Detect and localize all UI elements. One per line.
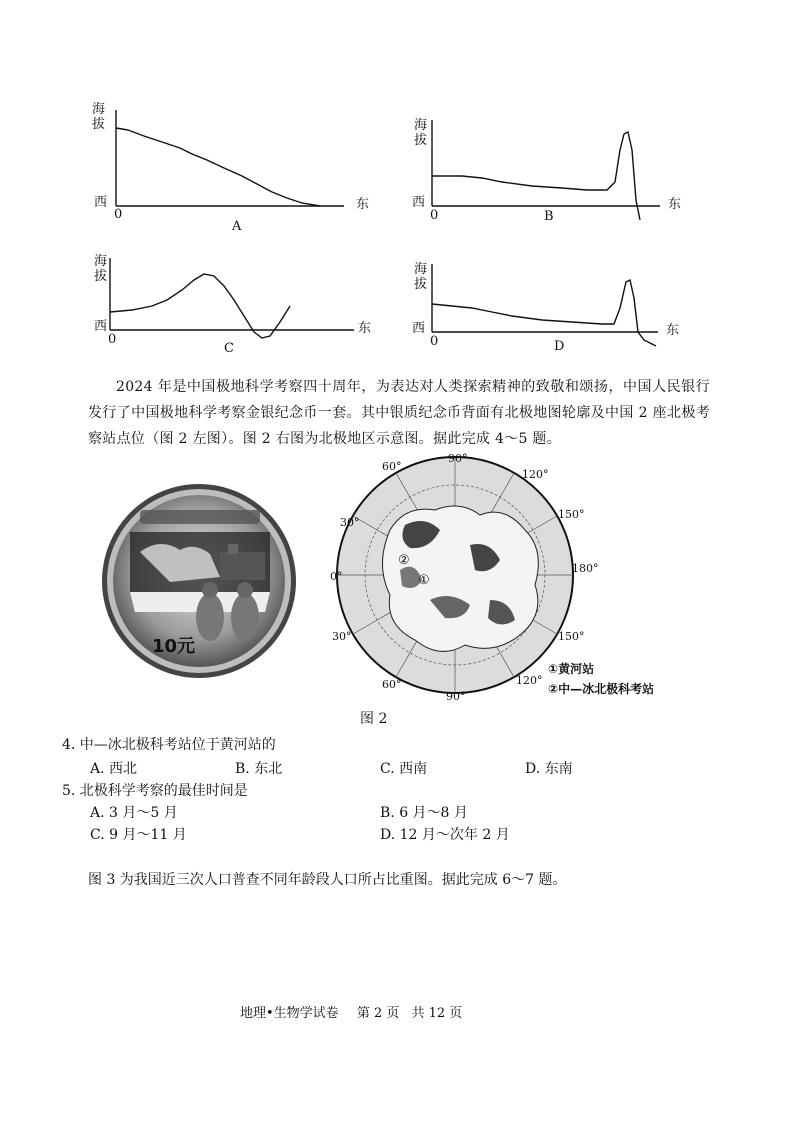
intro-paragraph: 2024 年是中国极地科学考察四十周年，为表达对人类探索精神的致敬和颂扬，中国人民银行发行了中国极地科学考察金银纪念币一套。其中银质纪念币背面有北极地图轮廓及中国 2 座北极考察站点位（图 2 左图）。图 2 右图为北极地区示意图。据此完成 4～5 题。 [88,379,710,447]
profile-d-west: 西 [412,321,426,336]
profile-d-east: 东 [666,323,680,338]
question-4-option-b[interactable]: B. 东北 [235,761,283,777]
map-lon-label: 30° [340,516,360,529]
map-lon-label: 60° [382,678,402,691]
profile-a-ylabel: 海拔 [92,102,106,132]
map-lon-label: 90° [448,452,468,465]
profile-chart-d [412,258,694,363]
map-lon-label: 90° [446,690,466,703]
footer-total: 共 12 页 [411,1006,463,1021]
station-marker-2: ② [398,553,410,568]
arctic-region-map [330,450,675,705]
figure-3-intro: 图 3 为我国近三次人口普查不同年龄段人口所占比重图。据此完成 6～7 题。 [88,872,567,888]
map-lon-label: 120° [522,468,549,481]
commemorative-coin-image [100,482,298,680]
profile-b-ylabel: 海拔 [414,118,428,148]
profile-chart-c [92,250,382,365]
question-5-stem: 5. 北极科学考察的最佳时间是 [62,783,248,799]
profile-c-east: 东 [358,321,372,336]
figure-caption: 图 2 [360,711,388,727]
map-legend-item: ②中—冰北极科考站 [548,682,655,696]
profile-c-zero: 0 [108,332,117,347]
question-5-option-d[interactable]: D. 12 月～次年 2 月 [380,827,510,843]
profile-chart-b [412,110,694,240]
question-5-option-c[interactable]: C. 9 月～11 月 [90,827,187,843]
profile-a-zero: 0 [114,207,123,222]
page-footer [240,1002,462,1021]
question-4-option-c[interactable]: C. 西南 [380,761,428,777]
question-5-option-a[interactable]: A. 3 月～5 月 [90,805,178,821]
footer-page: 第 2 页 [356,1006,400,1021]
station-marker-1: ① [418,573,430,588]
profile-b-zero: 0 [430,208,439,223]
profile-chart-a [92,100,372,240]
profile-c-west: 西 [94,319,108,334]
map-lon-label: 150° [558,630,585,643]
profile-b-letter: B [544,209,554,224]
profile-a-letter: A [232,219,242,234]
profile-c-ylabel: 海拔 [94,254,108,284]
profile-b-east: 东 [668,197,682,212]
map-legend-item: ①黄河站 [548,662,595,676]
footer-subject: 地理•生物学试卷 [240,1006,339,1021]
map-lon-label: 150° [558,508,585,521]
profile-d-letter: D [554,339,565,354]
map-lon-label: 0° [330,570,343,583]
map-lon-label: 180° [572,562,599,575]
map-lon-label: 30° [332,630,352,643]
map-lon-label: 60° [382,460,402,473]
coin-value: 10元 [152,636,196,657]
profile-a-east: 东 [356,197,370,212]
question-4-option-d[interactable]: D. 东南 [525,761,573,777]
question-4-stem: 4. 中—冰北极科考站位于黄河站的 [62,737,276,753]
question-5-option-b[interactable]: B. 6 月～8 月 [380,805,468,821]
profile-c-letter: C [224,341,234,356]
profile-d-ylabel: 海拔 [414,262,428,292]
question-4-option-a[interactable]: A. 西北 [90,761,138,777]
profile-d-zero: 0 [430,334,439,349]
profile-a-west: 西 [94,195,108,210]
profile-b-west: 西 [412,195,426,210]
map-lon-label: 120° [516,674,543,687]
